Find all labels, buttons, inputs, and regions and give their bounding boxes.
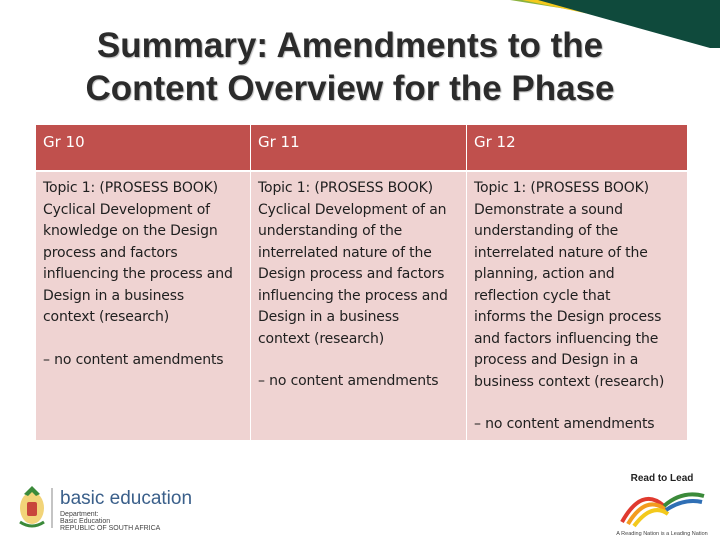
book-icon: [622, 494, 704, 526]
logo-line2: Basic Education: [60, 518, 111, 525]
read-to-lead-title: Read to Lead: [630, 473, 694, 484]
logo-line3: REPUBLIC OF SOUTH AFRICA: [60, 525, 161, 532]
coat-of-arms-icon: [20, 486, 44, 526]
content-table: [36, 125, 687, 440]
cell-gr12: [467, 172, 687, 440]
basic-education-logo: [10, 482, 220, 532]
cell-gr10: [36, 172, 251, 440]
read-to-lead-logo: [612, 464, 712, 538]
title-line-1: Summary: Amendments to the: [96, 26, 604, 65]
cell-gr12-note: – no content amendments: [474, 416, 655, 432]
cell-gr11-note: – no content amendments: [258, 373, 439, 389]
cell-gr12-text: Topic 1: (PROSESS BOOK) Demonstrate a sound understanding of the interrelated nature of the planning, action and reflection cycle that informs the Design process and factors influencing the process and Design in a business context (research): [474, 180, 665, 390]
cell-gr11: [251, 172, 467, 440]
read-to-lead-tagline: A Reading Nation is a Leading Nation: [616, 531, 708, 537]
logo-line1: Department:: [60, 511, 99, 518]
cell-gr11-text: Topic 1: (PROSESS BOOK) Cyclical Development of an understanding of the interrelated nature of the Design process and factors influencing the process and Design in a business context (research): [258, 180, 448, 347]
header-gr12: Gr 12: [467, 125, 687, 172]
header-gr10: Gr 10: [36, 125, 251, 172]
cell-gr10-text: Topic 1: (PROSESS BOOK) Cyclical Development of knowledge on the Design process and factors influencing the process and Design in a business context (research): [43, 180, 233, 325]
logo-title: basic education: [60, 488, 193, 509]
header-gr11: Gr 11: [251, 125, 467, 172]
slide-title: [0, 24, 700, 110]
title-line-2: Content Overview for the Phase: [85, 69, 615, 108]
cell-gr10-note: – no content amendments: [43, 351, 224, 368]
